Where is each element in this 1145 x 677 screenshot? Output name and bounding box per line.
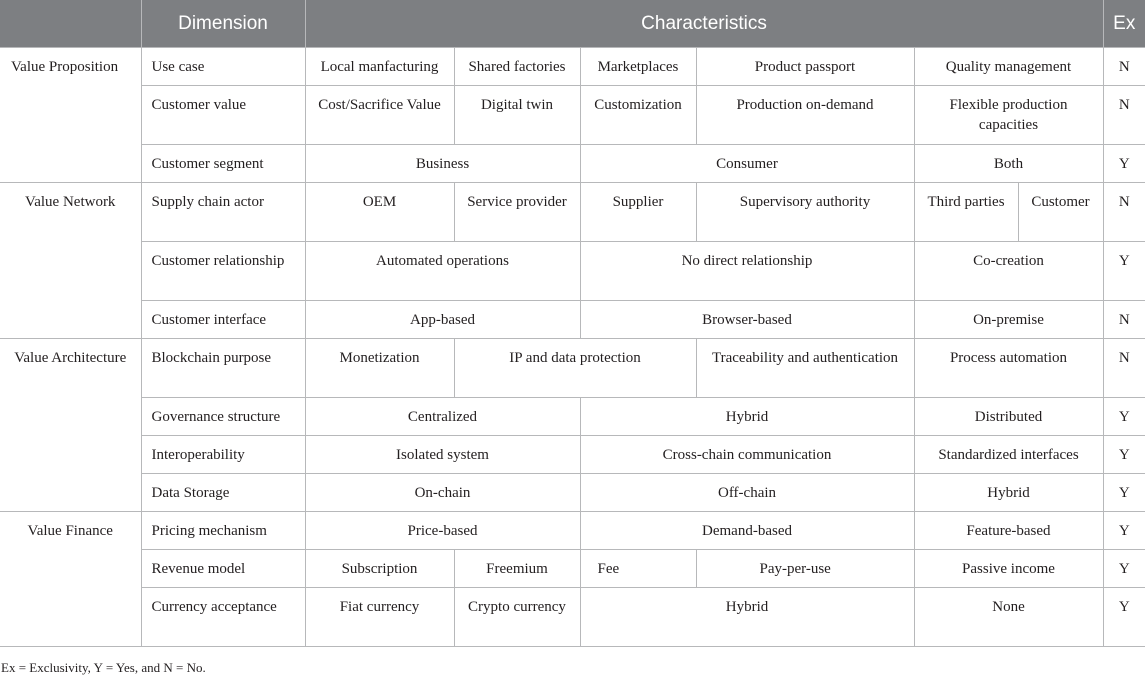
- characteristic-cell: Centralized: [305, 398, 580, 436]
- characteristic-cell: No direct relationship: [580, 242, 914, 301]
- table-row: [0, 398, 1145, 436]
- dimension-label: Data Storage: [141, 474, 305, 512]
- dimension-label: Customer value: [141, 86, 305, 145]
- table-row: [0, 242, 1145, 301]
- characteristic-cell: Subscription: [305, 550, 454, 588]
- table-row: [0, 474, 1145, 512]
- characteristic-cell: IP and data protection: [454, 339, 696, 398]
- exclusivity-cell: Y: [1103, 588, 1145, 647]
- group-value-network: Value Network: [0, 183, 141, 339]
- exclusivity-cell: N: [1103, 183, 1145, 242]
- characteristic-cell: Supervisory authority: [696, 183, 914, 242]
- table-row: [0, 183, 1145, 242]
- characteristic-cell: Hybrid: [914, 474, 1103, 512]
- table-row: [0, 588, 1145, 647]
- characteristic-cell: Hybrid: [580, 398, 914, 436]
- characteristic-cell: None: [914, 588, 1103, 647]
- table-row: [0, 301, 1145, 339]
- characteristic-cell: Supplier: [580, 183, 696, 242]
- characteristic-cell: Crypto currency: [454, 588, 580, 647]
- characteristic-cell: Customization: [580, 86, 696, 145]
- table-row: [0, 436, 1145, 474]
- characteristic-cell: Fee: [580, 550, 696, 588]
- characteristic-cell: Monetization: [305, 339, 454, 398]
- characteristic-cell: OEM: [305, 183, 454, 242]
- exclusivity-cell: Y: [1103, 512, 1145, 550]
- header-characteristics: Characteristics: [305, 0, 1103, 48]
- table-row: [0, 48, 1145, 86]
- dimension-label: Customer interface: [141, 301, 305, 339]
- characteristic-cell: Flexible production capacities: [914, 86, 1103, 145]
- group-value-finance: Value Finance: [0, 512, 141, 647]
- dimension-label: Governance structure: [141, 398, 305, 436]
- characteristic-cell: Process automation: [914, 339, 1103, 398]
- characteristic-cell: Digital twin: [454, 86, 580, 145]
- characteristic-cell: Product passport: [696, 48, 914, 86]
- exclusivity-cell: Y: [1103, 398, 1145, 436]
- exclusivity-cell: Y: [1103, 474, 1145, 512]
- header-row: [0, 0, 1145, 48]
- characteristic-cell: Hybrid: [580, 588, 914, 647]
- characteristic-cell: Local manfacturing: [305, 48, 454, 86]
- characteristic-cell: Passive income: [914, 550, 1103, 588]
- exclusivity-cell: N: [1103, 48, 1145, 86]
- header-dimension: Dimension: [141, 0, 305, 48]
- characteristic-cell: Fiat currency: [305, 588, 454, 647]
- characteristic-cell: Business: [305, 145, 580, 183]
- exclusivity-cell: Y: [1103, 145, 1145, 183]
- table-footnote: Ex = Exclusivity, Y = Yes, and N = No.: [1, 660, 206, 675]
- characteristic-cell: Distributed: [914, 398, 1103, 436]
- characteristic-cell: Cost/Sacrifice Value: [305, 86, 454, 145]
- characteristic-cell: Freemium: [454, 550, 580, 588]
- characteristic-cell: Isolated system: [305, 436, 580, 474]
- characteristic-cell: Co-creation: [914, 242, 1103, 301]
- characteristic-cell: Off-chain: [580, 474, 914, 512]
- characteristic-cell: Price-based: [305, 512, 580, 550]
- dimension-label: Supply chain actor: [141, 183, 305, 242]
- characteristic-cell: Production on-demand: [696, 86, 914, 145]
- table-row: [0, 339, 1145, 398]
- characteristic-cell: On-chain: [305, 474, 580, 512]
- exclusivity-cell: N: [1103, 339, 1145, 398]
- characteristic-cell: Customer: [1018, 183, 1103, 242]
- dimension-label: Customer relationship: [141, 242, 305, 301]
- characteristic-cell: Service provider: [454, 183, 580, 242]
- characteristic-cell: Pay-per-use: [696, 550, 914, 588]
- characteristic-cell: App-based: [305, 301, 580, 339]
- exclusivity-cell: N: [1103, 86, 1145, 145]
- dimension-label: Currency acceptance: [141, 588, 305, 647]
- header-ex: Ex: [1103, 0, 1145, 48]
- exclusivity-cell: Y: [1103, 242, 1145, 301]
- group-value-architecture: Value Architecture: [0, 339, 141, 512]
- dimension-label: Blockchain purpose: [141, 339, 305, 398]
- characteristic-cell: Marketplaces: [580, 48, 696, 86]
- dimension-label: Revenue model: [141, 550, 305, 588]
- table-row: [0, 145, 1145, 183]
- characteristic-cell: Standardized interfaces: [914, 436, 1103, 474]
- header-blank: [0, 0, 141, 48]
- table-row: [0, 86, 1145, 145]
- group-value-proposition: Value Proposition: [0, 48, 141, 183]
- table-row: [0, 550, 1145, 588]
- dimension-label: Interoperability: [141, 436, 305, 474]
- characteristic-cell: Consumer: [580, 145, 914, 183]
- characteristic-cell: Feature-based: [914, 512, 1103, 550]
- characteristic-cell: Traceability and authentication: [696, 339, 914, 398]
- exclusivity-cell: N: [1103, 301, 1145, 339]
- characteristic-cell: Cross-chain communication: [580, 436, 914, 474]
- dimension-label: Customer segment: [141, 145, 305, 183]
- dimension-label: Use case: [141, 48, 305, 86]
- characteristic-cell: Automated operations: [305, 242, 580, 301]
- characteristic-cell: Browser-based: [580, 301, 914, 339]
- dimension-label: Pricing mechanism: [141, 512, 305, 550]
- characteristic-cell: Third parties: [914, 183, 1018, 242]
- characteristic-cell: Quality management: [914, 48, 1103, 86]
- characteristic-cell: Shared factories: [454, 48, 580, 86]
- characteristic-cell: Both: [914, 145, 1103, 183]
- characteristic-cell: On-premise: [914, 301, 1103, 339]
- exclusivity-cell: Y: [1103, 550, 1145, 588]
- characteristic-cell: Demand-based: [580, 512, 914, 550]
- exclusivity-cell: Y: [1103, 436, 1145, 474]
- table-row: [0, 512, 1145, 550]
